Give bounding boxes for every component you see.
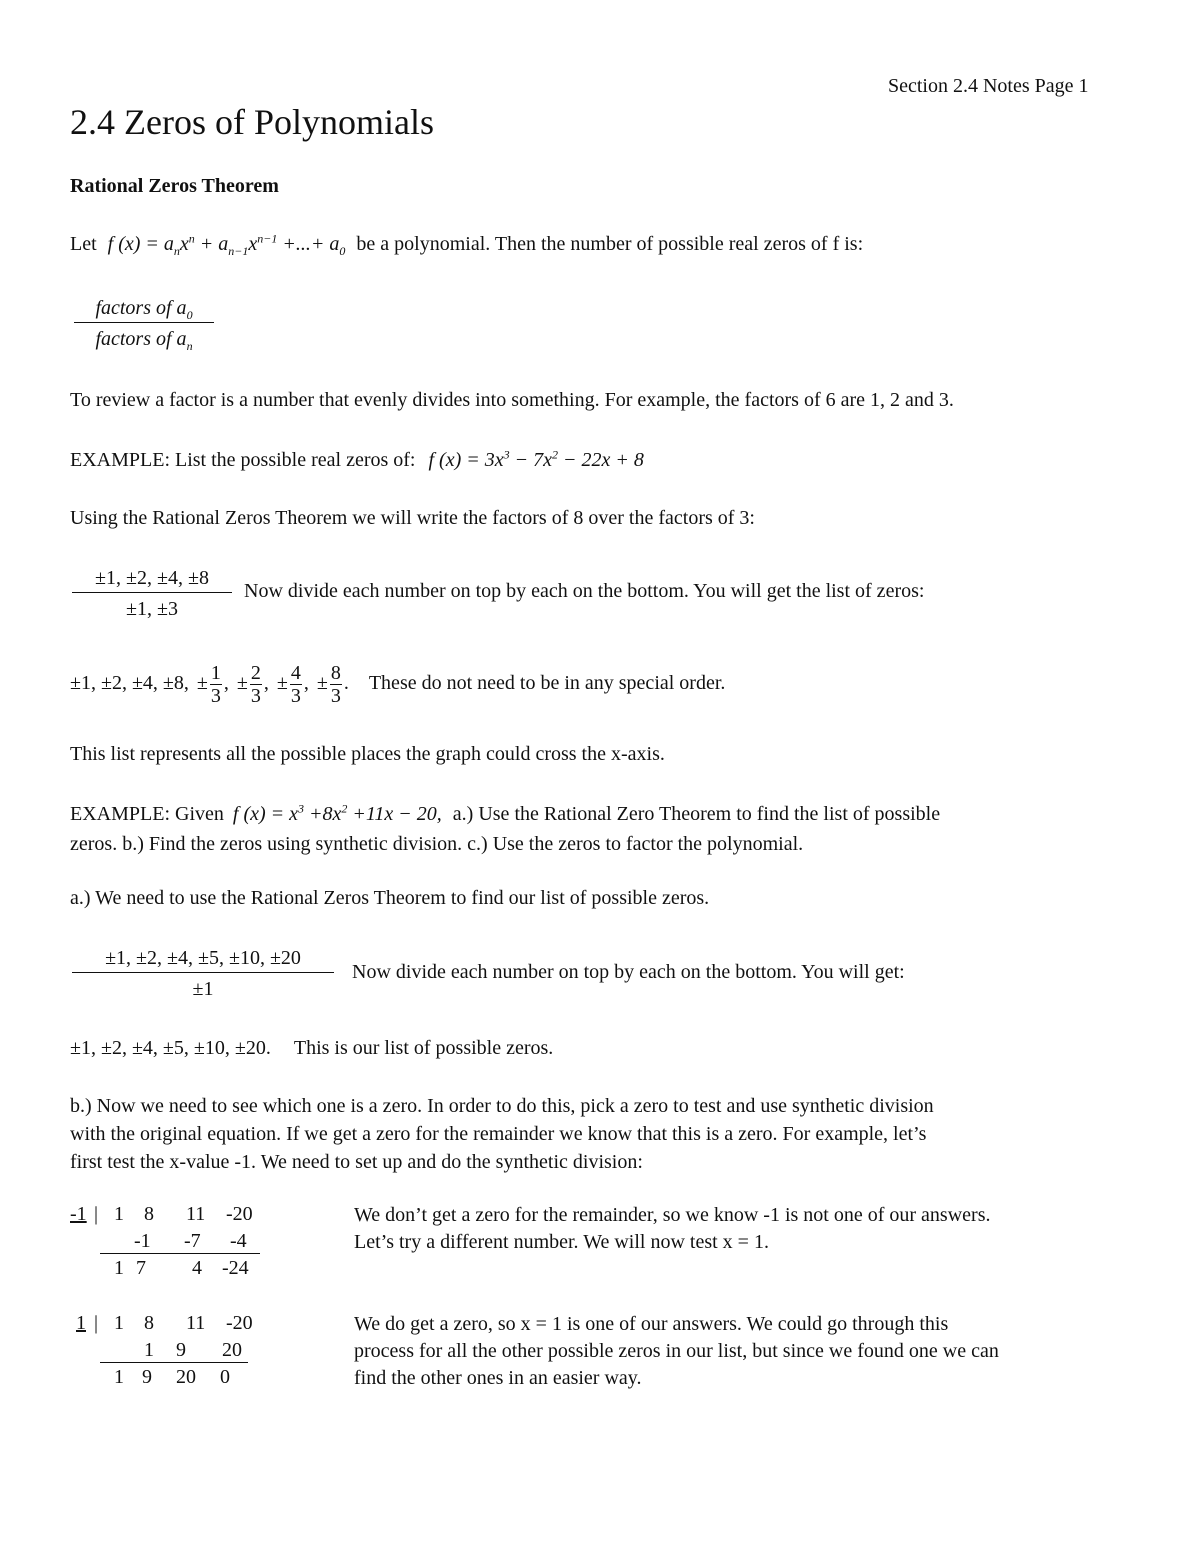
theorem-after-text: be a polynomial. Then the number of possible real zeros of f is: <box>356 233 864 255</box>
product: -7 <box>184 1230 201 1252</box>
example2-label: EXAMPLE: Given <box>70 803 224 825</box>
example2-line1-rest: a.) Use the Rational Zero Theorem to find the list of possible <box>452 803 941 825</box>
example2-part-a: a.) We need to use the Rational Zeros Theorem to find our list of possible zeros. <box>70 887 710 909</box>
theorem-heading: Rational Zeros Theorem <box>70 175 279 197</box>
division-line <box>100 1253 260 1254</box>
example2-list-note: This is our list of possible zeros. <box>293 1037 554 1059</box>
factors-numerator: factors of $a_0$ <box>74 296 214 323</box>
coefficient: -20 <box>226 1203 253 1225</box>
divisor: 1 <box>76 1312 86 1334</box>
result: 20 <box>176 1366 196 1388</box>
page-label: Section 2.4 Notes Page 1 <box>888 75 1089 97</box>
part-b-line: b.) Now we need to see which one is a zero. In order to do this, pick a zero to test and use synthetic division <box>70 1095 934 1117</box>
result: 1 <box>114 1257 124 1279</box>
example1-factor-fraction <box>72 566 232 621</box>
example2-divide-text: Now divide each number on top by each on the bottom. You will get: <box>352 961 905 983</box>
note-line: process for all the other possible zeros in our list, but since we found one we can <box>354 1340 999 1362</box>
example2-line2: zeros. b.) Find the zeros using synthetic division. c.) Use the zeros to factor the polynomial. <box>70 833 804 855</box>
example1-divide-text: Now divide each number on top by each on the bottom. You will get the list of zeros: <box>244 580 925 602</box>
coefficient: 8 <box>144 1203 154 1225</box>
remainder: -24 <box>222 1257 249 1279</box>
example1-list-fraction: ± $\frac{2}{3}$ , <box>236 661 269 707</box>
page-title: 2.4 Zeros of Polynomials <box>70 102 434 142</box>
example2-statement <box>70 802 940 826</box>
coefficient: 11 <box>186 1203 206 1225</box>
synthetic-2-note <box>354 1311 999 1392</box>
example1-statement <box>70 448 644 472</box>
coefficient: 1 <box>114 1312 124 1334</box>
example2-formula: f $(x) = x^3 +8x^2 +11x - 20$, <box>232 801 442 825</box>
synthetic-division-1 <box>70 1202 290 1282</box>
example2-zeros-list <box>70 1036 553 1060</box>
example2-fraction-numerator: ±1, ±2, ±4, ±5, ±10, ±20 <box>72 946 334 973</box>
synthetic-division-2 <box>70 1311 290 1391</box>
example2-list: ±1, ±2, ±4, ±5, ±10, ±20. <box>70 1037 271 1059</box>
example1-label: EXAMPLE: List the possible real zeros of: <box>70 449 416 471</box>
example1-list-fraction: ± $\frac{4}{3}$ , <box>276 661 309 707</box>
theorem-statement <box>70 232 863 256</box>
example1-using-text: Using the Rational Zeros Theorem we will write the factors of 8 over the factors of 3: <box>70 507 755 529</box>
example1-zeros-list <box>70 658 725 708</box>
result: 7 <box>136 1257 146 1279</box>
synthetic-1-note <box>354 1202 990 1256</box>
example2-part-b <box>70 1092 1130 1176</box>
example1-list-fraction: ± $\frac{8}{3}$ . <box>316 661 349 707</box>
result: 4 <box>192 1257 202 1279</box>
coefficient: 11 <box>186 1312 206 1334</box>
result: 9 <box>142 1366 152 1388</box>
coefficient: -20 <box>226 1312 253 1334</box>
example1-list-fraction: ± $\frac{1}{3}$ , <box>196 661 229 707</box>
product: -4 <box>230 1230 247 1252</box>
factors-fraction <box>74 296 214 351</box>
let-word: Let <box>70 233 97 255</box>
note-line: find the other ones in an easier way. <box>354 1367 642 1389</box>
divisor: -1 <box>70 1203 87 1225</box>
product: 9 <box>176 1339 186 1361</box>
example1-represents-text: This list represents all the possible places the graph could cross the x-axis. <box>70 743 665 765</box>
example2-factor-fraction <box>72 946 334 1001</box>
review-text: To review a factor is a number that evenly divides into something. For example, the factors of 6 are 1, 2 and 3. <box>70 389 954 411</box>
product: 20 <box>222 1339 242 1361</box>
note-line: We don’t get a zero for the remainder, so we know -1 is not one of our answers. <box>354 1204 991 1226</box>
factors-denominator: factors of $a_n$ <box>95 328 193 353</box>
division-line <box>100 1362 248 1363</box>
product: 1 <box>144 1339 154 1361</box>
coefficient: 8 <box>144 1312 154 1334</box>
polynomial-formula: f $(x) = a_nx^n + a_{n-1}x^{n-1}$ +...+ $a_0$ <box>107 231 346 258</box>
example2-fraction-denominator: ±1 <box>192 978 214 1000</box>
result: 1 <box>114 1366 124 1388</box>
example1-fraction-denominator: ±1, ±3 <box>126 598 178 620</box>
divisor-bar: | <box>94 1203 99 1225</box>
product: -1 <box>134 1230 151 1252</box>
example1-list-note: These do not need to be in any special order. <box>368 672 726 694</box>
divisor-bar: | <box>94 1312 99 1334</box>
example1-fraction-numerator: ±1, ±2, ±4, ±8 <box>72 566 232 593</box>
part-b-line: with the original equation. If we get a zero for the remainder we know that this is a zero. For example, let’s <box>70 1123 927 1145</box>
example1-formula: f $(x) = 3x^3 - 7x^2 - 22x + 8$ <box>428 447 644 471</box>
note-line: We do get a zero, so x = 1 is one of our answers. We could go through this <box>354 1313 949 1335</box>
note-line: Let’s try a different number. We will now test x = 1. <box>354 1231 769 1253</box>
coefficient: 1 <box>114 1203 124 1225</box>
part-b-line: first test the x-value -1. We need to set up and do the synthetic division: <box>70 1151 643 1173</box>
remainder: 0 <box>220 1366 230 1388</box>
example1-list-prefix: ±1, ±2, ±4, ±8, <box>70 672 189 694</box>
